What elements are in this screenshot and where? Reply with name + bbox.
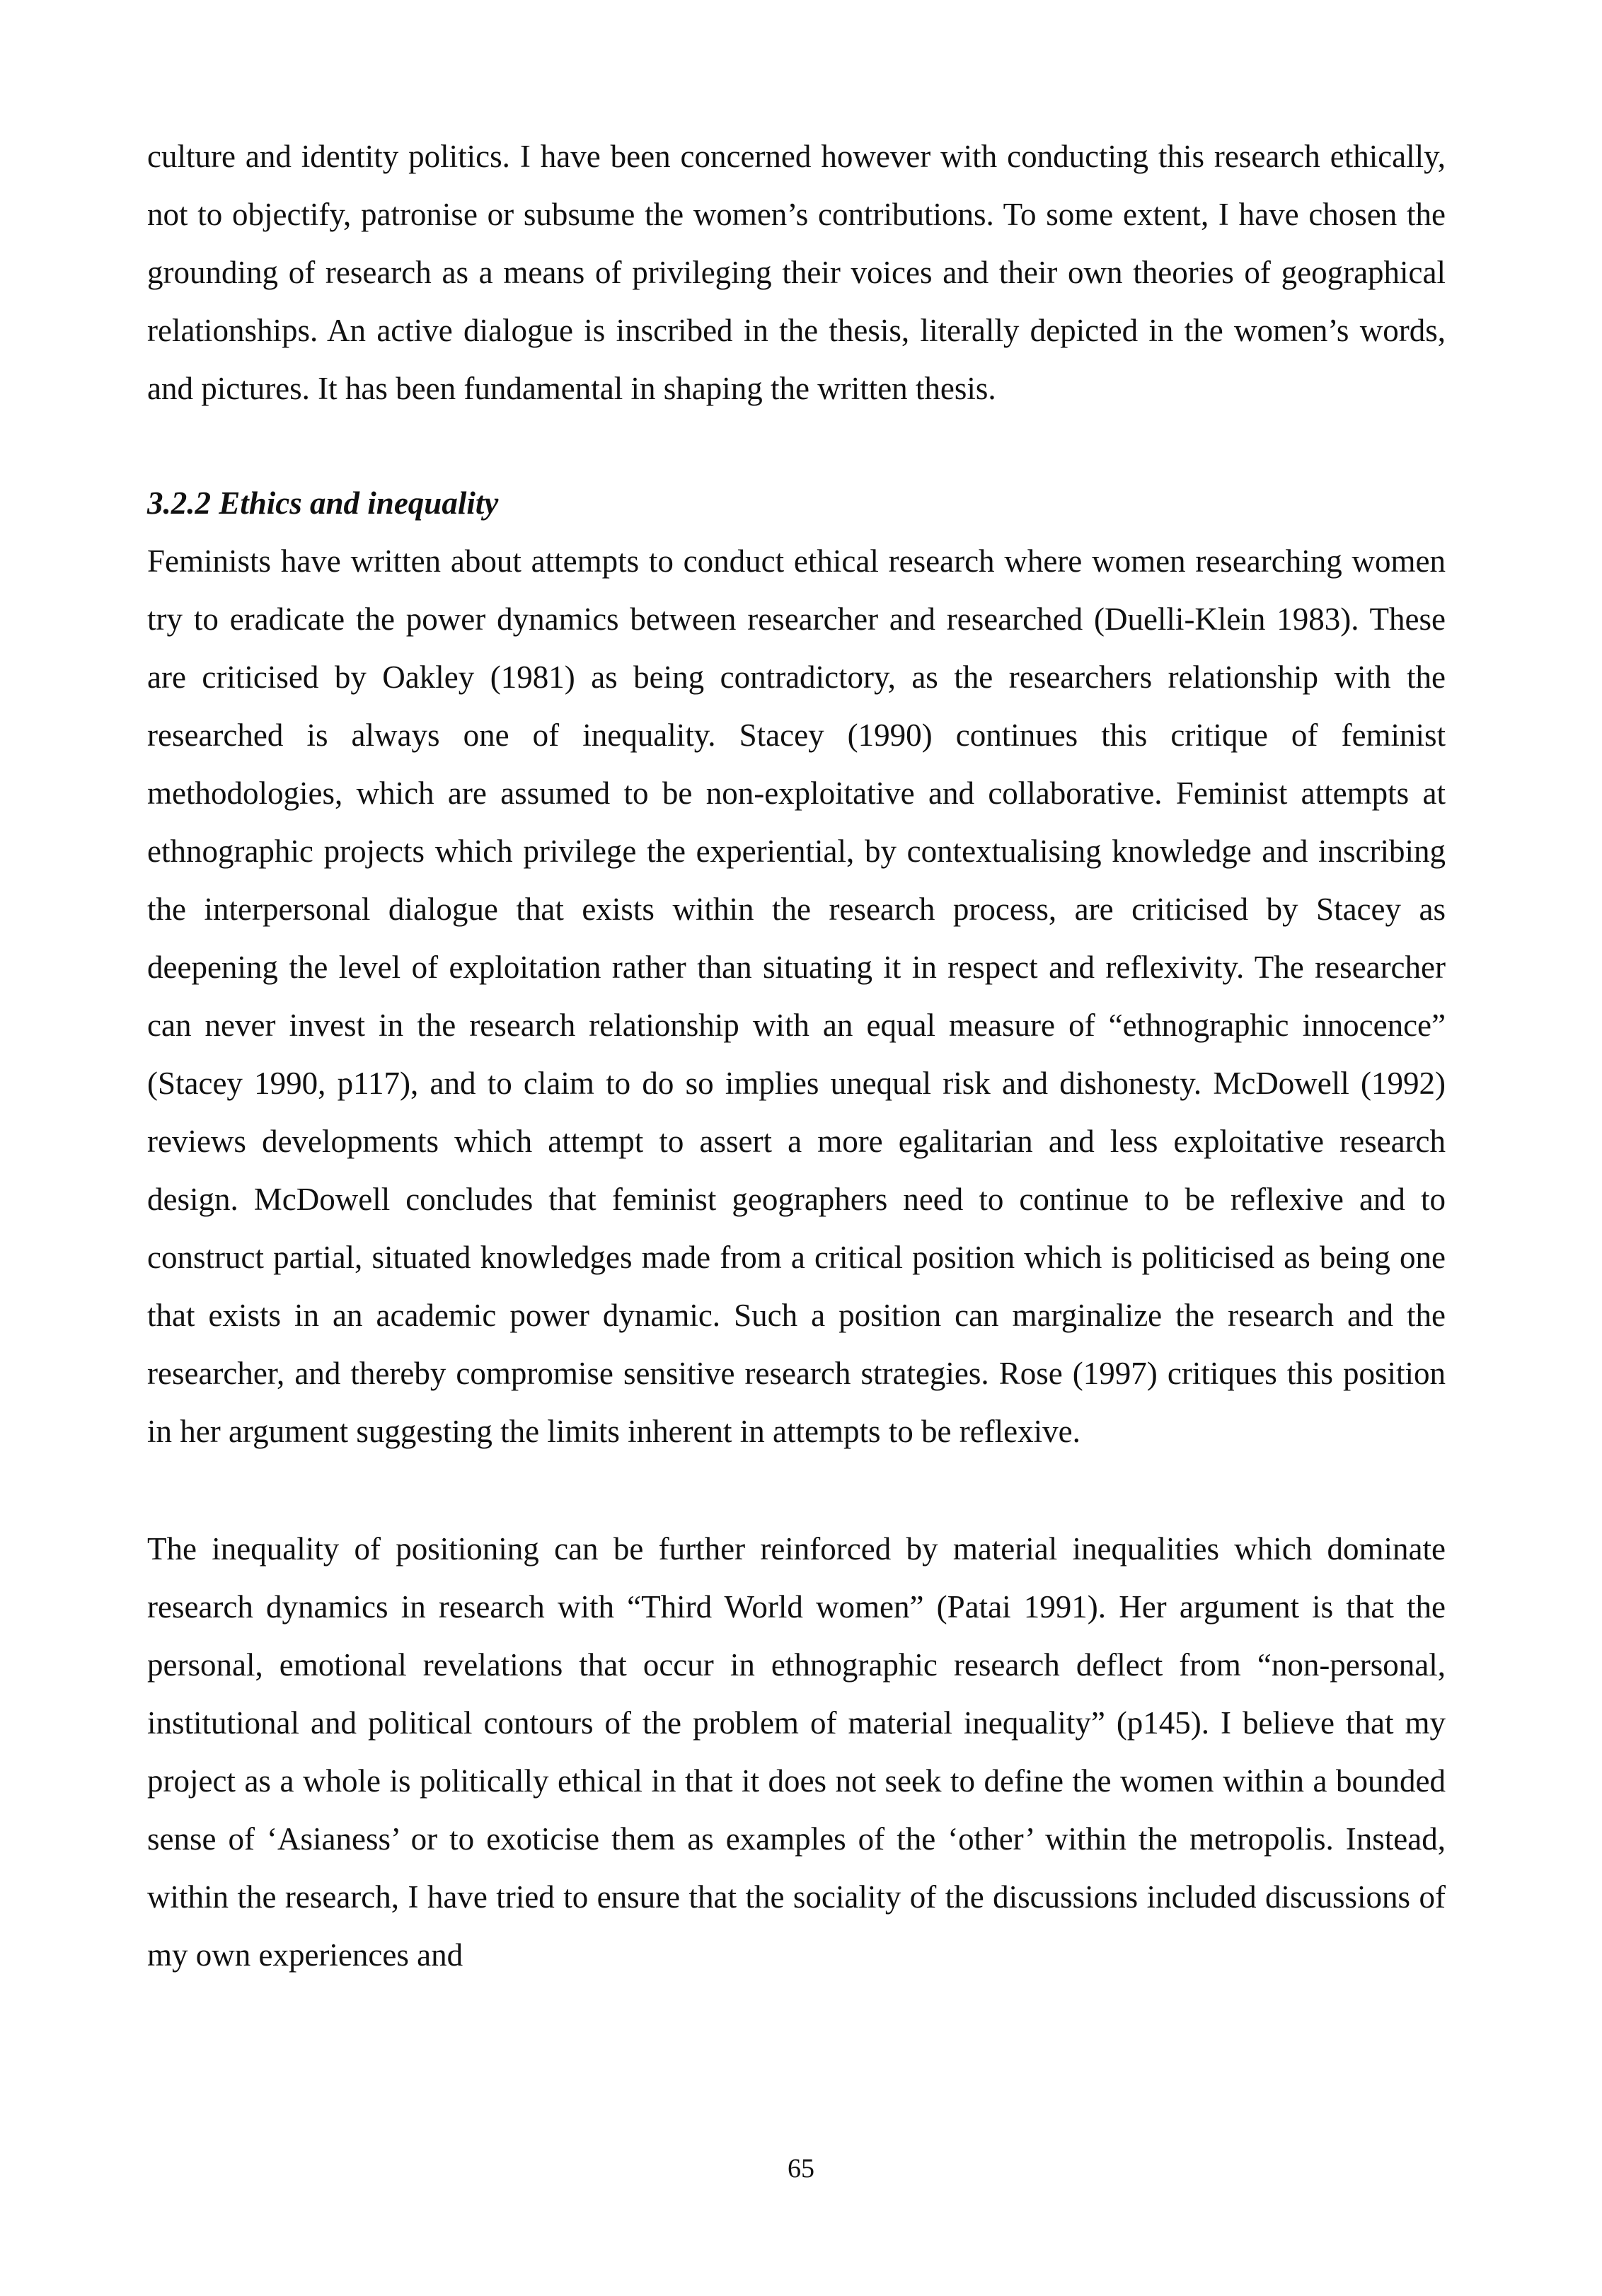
document-page xyxy=(147,127,1446,1984)
page-number: 65 xyxy=(788,2154,814,2183)
paragraph-inequality: The inequality of positioning can be further reinforced by material inequalities which dominate research dynamics in research with “Third World women” (Patai 1991). Her argument is that the personal, emotional revelations that occur in ethnographic research deflect from “non-personal, institutional and political contours of the problem of material inequality” (p145). I believe that my project as a whole is politically ethical in that it does not seek to define the women within a bounded sense of ‘Asianess’ or to exoticise them as examples of the ‘other’ within the metropolis. Instead, within the research, I have tried to ensure that the sociality of the discussions included discussions of my own experiences and xyxy=(147,1531,1446,1973)
paragraph-ethics: Feminists have written about attempts to conduct ethical research where women researching women try to eradicate the power dynamics between researcher and researched (Duelli-Klein 1983). These are criticised by Oakley (1981) as being contradictory, as the researchers relationship with the researched is always one of inequality. Stacey (1990) continues this critique of feminist methodologies, which are assumed to be non-exploitative and collaborative. Feminist attempts at ethnographic projects which privilege the experiential, by contextualising knowledge and inscribing the interpersonal dialogue that exists within the research process, are criticised by Stacey as deepening the level of exploitation rather than situating it in respect and reflexivity. The researcher can never invest in the research relationship with an equal measure of “ethnographic innocence” (Stacey 1990, p117), and to claim to do so implies unequal risk and dishonesty. McDowell (1992) reviews developments which attempt to assert a more egalitarian and less exploitative research design. McDowell concludes that feminist geographers need to continue to be reflexive and to construct partial, situated knowledges made from a critical position which is politicised as being one that exists in an academic power dynamic. Such a position can marginalize the research and the researcher, and thereby compromise sensitive research strategies. Rose (1997) critiques this position in her argument suggesting the limits inherent in attempts to be reflexive. xyxy=(147,543,1446,1449)
paragraph-intro: culture and identity politics. I have been concerned however with conducting this research ethically, not to objectify, patronise or subsume the women’s contributions. To some extent, I have chosen the grounding of research as a means of privileging their voices and their own theories of geographical relationships. An active dialogue is inscribed in the thesis, literally depicted in the women’s words, and pictures. It has been fundamental in shaping the written thesis. xyxy=(147,139,1446,406)
section-heading: 3.2.2 Ethics and inequality xyxy=(147,485,499,521)
